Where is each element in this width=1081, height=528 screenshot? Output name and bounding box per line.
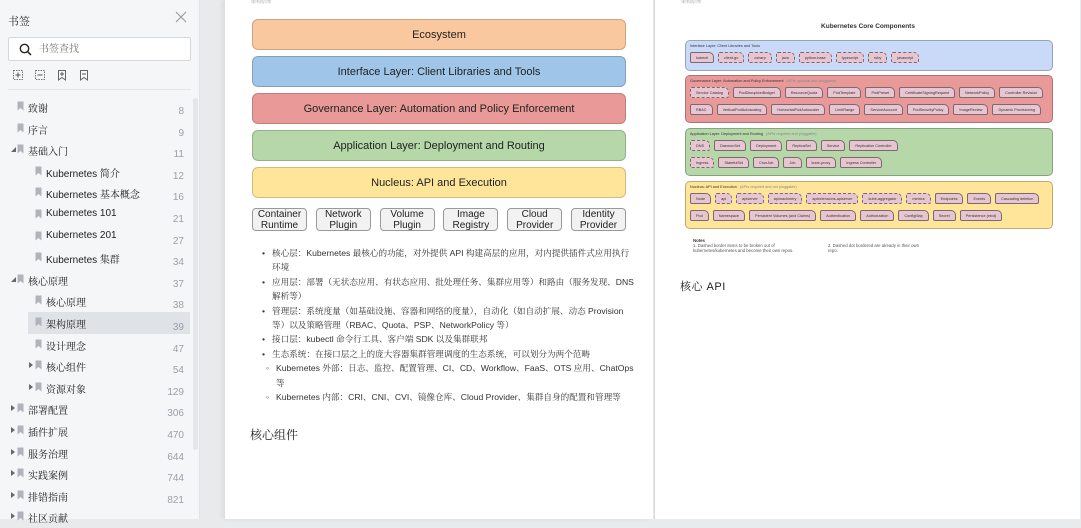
- remove-bookmark-icon[interactable]: [78, 69, 90, 81]
- component-layer-title: [690, 44, 763, 48]
- layer-title-text: Governance Layer: Automation and Policy Enforcement: [690, 79, 784, 83]
- notes-title: Notes: [693, 238, 705, 243]
- bookmark-icon: [35, 295, 42, 305]
- bookmark-tree: [0, 96, 190, 528]
- collapsed-triangle-icon[interactable]: [10, 470, 16, 476]
- bookmark-icon: [17, 468, 24, 478]
- bookmark-label: 排错指南: [28, 492, 68, 504]
- component-chip: ServiceAccount: [864, 104, 902, 115]
- architecture-layer: [252, 56, 626, 87]
- bookmark-label: 资源对象: [46, 384, 86, 396]
- bookmark-icon: [35, 252, 42, 262]
- layer-label: Nucleus: API and Execution: [371, 176, 507, 189]
- component-chip: Job: [783, 157, 801, 168]
- note-2: 2. Dashed dot bordered are already in their own repo.: [828, 243, 920, 253]
- component-chip: DNS: [690, 140, 710, 151]
- bookmark-icon: [35, 360, 42, 370]
- layer-title-text: Interface Layer: Client Libraries and Tools: [690, 44, 760, 48]
- bookmark-label: Kubernetes 201: [46, 229, 117, 241]
- bookmark-label: 服务治理: [28, 449, 68, 461]
- component-chip: ruby: [868, 52, 887, 63]
- plugin-box: [507, 208, 562, 231]
- component-chip: PodPreset: [865, 87, 895, 98]
- expanded-triangle-icon[interactable]: [10, 146, 16, 152]
- bookmark-item[interactable]: [0, 247, 190, 269]
- bookmark-page-number: 8: [178, 106, 184, 117]
- sub-bullet-text: Kubernetes 内部：CRI、CNI、CVI、镜像仓库、Cloud Provider、集群自身的配置和管理等: [276, 392, 621, 403]
- bookmark-page-number: 470: [167, 429, 184, 441]
- section-heading-core-components: 核心组件: [250, 428, 299, 442]
- collapsed-triangle-icon[interactable]: [28, 384, 34, 390]
- component-chip: metrics: [906, 193, 930, 204]
- diagram-notes: [693, 238, 933, 253]
- bookmark-label: 核心原理: [46, 298, 86, 310]
- collapse-all-icon[interactable]: [34, 69, 46, 81]
- bookmark-icon: [17, 274, 24, 284]
- bookmark-item[interactable]: [0, 269, 190, 291]
- plugin-label-line: Cloud: [521, 209, 548, 220]
- plugin-box: [443, 208, 498, 231]
- bullet-text: 应用层：部署（无状态应用、有状态应用、批处理任务、集群应用等）和路由（服务发现、DNS 解析等）: [272, 276, 634, 302]
- bookmarks-sidebar: [0, 0, 200, 526]
- bullet-text: 核心层：Kubernetes 最核心的功能，对外提供 API 构建高层的应用，对内提供插件式应用执行环境: [272, 248, 630, 273]
- plugin-box: [316, 208, 371, 231]
- bullet-item: [262, 347, 634, 361]
- add-bookmark-icon[interactable]: [56, 69, 68, 81]
- plugin-label-line: Provider: [579, 219, 618, 231]
- page-header: 架构原理: [251, 0, 272, 5]
- bookmark-page-number: 9: [178, 127, 184, 139]
- bullet-item: [262, 332, 634, 346]
- bookmark-item[interactable]: [28, 312, 190, 334]
- collapsed-triangle-icon[interactable]: [28, 362, 34, 368]
- bookmark-page-number: 16: [172, 192, 184, 204]
- bookmark-icon: [17, 403, 24, 413]
- bookmark-icon: [35, 187, 42, 197]
- component-layer-title: [690, 79, 836, 83]
- component-chip: CertificateSigningRequest: [899, 87, 955, 98]
- bookmark-label: Kubernetes 基本概念: [46, 190, 140, 202]
- plugin-label-line: Plugin: [393, 219, 421, 231]
- bookmark-item[interactable]: [0, 139, 190, 161]
- bookmark-page-number: 644: [167, 451, 184, 463]
- component-chip: DaemonSet: [714, 140, 746, 151]
- bookmark-page-number: 38: [172, 300, 184, 312]
- sidebar-header: [8, 12, 192, 28]
- note-1: 1. Dashed border items to be broken out of kubernetes/kubernetes and become their own repos.: [693, 243, 794, 253]
- divider: [8, 89, 191, 90]
- expand-all-icon[interactable]: [12, 69, 24, 81]
- component-chip: PodTemplate: [827, 87, 861, 98]
- bookmark-item[interactable]: [0, 377, 190, 399]
- component-chip: NetworkPolicy: [959, 87, 995, 98]
- bookmark-label: Kubernetes 101: [46, 207, 117, 219]
- bookmark-icon: [17, 490, 24, 500]
- plugin-label-line: Volume: [390, 209, 424, 220]
- bookmark-page-number: 744: [167, 473, 184, 485]
- bookmark-label: 架构原理: [46, 319, 86, 331]
- component-chip: Deployment: [750, 140, 782, 151]
- bookmark-page-number: 821: [167, 494, 184, 506]
- collapsed-triangle-icon[interactable]: [10, 427, 16, 433]
- component-chip: api: [715, 193, 732, 204]
- component-chip: apiserver: [736, 193, 764, 204]
- layer-title-text: Nucleus: API and Execution: [690, 185, 737, 189]
- component-chip: javascript: [891, 52, 919, 63]
- component-chip: RBAC: [690, 104, 713, 115]
- bookmark-label: 基础入门: [28, 147, 68, 159]
- layer-label: Interface Layer: Client Libraries and Tools: [337, 65, 541, 78]
- plugin-label-line: Runtime: [260, 219, 299, 231]
- bookmark-page-number: 37: [172, 278, 184, 290]
- component-chip: ImageReview: [953, 104, 988, 115]
- component-chip: csharp: [748, 52, 771, 63]
- bookmark-page-number: 34: [172, 257, 184, 269]
- bullet-text: 管理层：系统度量（如基础设施、容器和网络的度量），自动化（如自动扩展、动态 Provision 等）以及策略管理（RBAC、Quota、PSP、NetworkPolicy 等）: [272, 305, 624, 331]
- bullet-text: 接口层：kubectl 命令行工具、客户端 SDK 以及集群联邦: [272, 334, 488, 345]
- component-chip: Pod: [690, 210, 709, 221]
- component-chip: apimachinery: [768, 193, 803, 204]
- component-chip: Persistent Volumes (and Claims): [749, 210, 816, 221]
- bookmark-label: 核心组件: [46, 363, 86, 375]
- layer-label: Ecosystem: [412, 28, 466, 41]
- page-header: 架构原理: [681, 0, 702, 5]
- plugin-box: [571, 208, 626, 231]
- collapsed-triangle-icon[interactable]: [10, 405, 16, 411]
- plugin-label-line: Identity: [582, 209, 615, 220]
- bookmark-icon: [17, 425, 24, 435]
- sub-bullet-item: [266, 390, 634, 404]
- bookmark-item[interactable]: [0, 334, 190, 356]
- component-chip: Secret: [933, 210, 956, 221]
- sidebar-scrollbar[interactable]: [193, 98, 198, 450]
- bookmark-item[interactable]: [0, 96, 190, 118]
- bookmark-icon: [17, 447, 24, 457]
- bookmark-page-number: 54: [172, 365, 184, 377]
- bookmark-icon: [17, 123, 24, 133]
- bookmark-item[interactable]: [0, 204, 190, 226]
- bookmark-page-number: 47: [172, 343, 184, 355]
- component-chip: Endpoints: [935, 193, 964, 204]
- plugin-label-line: Plugin: [329, 219, 358, 231]
- bookmark-item[interactable]: [0, 290, 190, 312]
- component-chip: Ingress: [690, 157, 714, 168]
- component-chip: LimitRange: [829, 104, 860, 115]
- bookmark-icon: [35, 231, 42, 241]
- component-chip: ReplicaSet: [786, 140, 816, 151]
- layer-description-list: [262, 246, 634, 404]
- component-chip: StatefulSet: [718, 157, 749, 168]
- component-chip: Node: [690, 193, 711, 204]
- sub-bullet-list: [266, 361, 634, 404]
- component-chip: PodDisruptionBudget: [733, 87, 781, 98]
- collapsed-triangle-icon[interactable]: [10, 513, 16, 519]
- bullet-item: [262, 304, 634, 333]
- component-chip: kube-aggregator: [862, 193, 902, 204]
- bookmark-page-number: 306: [167, 408, 184, 420]
- component-row: [690, 140, 898, 151]
- component-chip: ConfigMap: [898, 210, 928, 221]
- component-chip: Service: [821, 140, 846, 151]
- component-chip: HorizontalPodAutoscaler: [771, 104, 825, 115]
- bookmark-search-input[interactable]: [39, 41, 179, 57]
- bookmark-label: 设计理念: [46, 341, 86, 353]
- plugin-row: [252, 208, 626, 231]
- component-chip: kubectl: [690, 52, 714, 63]
- component-chip: Replication Controller: [849, 140, 897, 151]
- layer-note-text: (APIs required and not pluggable): [739, 185, 797, 189]
- architecture-layer: [252, 93, 626, 124]
- bookmark-label: 社区贡献: [28, 514, 68, 526]
- component-chip: Authorization: [860, 210, 894, 221]
- bookmark-icon: [35, 209, 42, 219]
- component-row: [690, 52, 919, 63]
- bookmark-label: 序言: [28, 125, 48, 137]
- close-icon[interactable]: [174, 10, 188, 24]
- layer-label: Application Layer: Deployment and Routing: [333, 139, 545, 152]
- component-chip: python-base: [799, 52, 832, 63]
- plugin-box: [380, 208, 435, 231]
- bullet-item: [262, 275, 634, 304]
- bookmark-label: Kubernetes 集群: [46, 255, 120, 267]
- component-row: [690, 210, 1002, 221]
- bookmark-icon: [17, 511, 24, 521]
- sidebar-title: 书签: [8, 16, 30, 28]
- plugin-label-line: Registry: [452, 219, 490, 231]
- bookmark-item[interactable]: [0, 118, 190, 140]
- bookmark-label: 致谢: [28, 104, 48, 115]
- section-heading-core-api: 核心 API: [680, 281, 726, 293]
- bullet-item: [262, 246, 634, 275]
- component-chip: Events: [967, 193, 991, 204]
- component-chip: Persistence (etcd): [960, 210, 1003, 221]
- bullet-text: 生态系统：在接口层之上的庞大容器集群管理调度的生态系统，可以划分为两个范畴: [272, 348, 590, 359]
- collapsed-triangle-icon[interactable]: [10, 449, 16, 455]
- bookmark-icon: [35, 317, 42, 327]
- component-row: [690, 104, 1041, 115]
- pdf-page-left: [225, 0, 653, 519]
- bookmark-icon: [35, 166, 42, 176]
- bookmark-page-number: 27: [172, 235, 184, 247]
- component-chip: kube-proxy: [806, 157, 837, 168]
- bookmark-item[interactable]: [0, 420, 190, 442]
- bookmark-item[interactable]: [0, 355, 190, 377]
- component-layer: [685, 128, 1053, 176]
- pdf-page-right: [654, 0, 1080, 519]
- expanded-triangle-icon[interactable]: [10, 276, 16, 282]
- component-row: [690, 193, 1039, 204]
- component-layer-title: [690, 132, 816, 136]
- bookmark-item[interactable]: [0, 398, 190, 420]
- diagram-title: Kubernetes Core Components: [821, 23, 915, 30]
- plugin-label-line: Provider: [516, 219, 554, 231]
- bookmark-page-number: 39: [172, 321, 184, 333]
- sub-bullet-item: [266, 361, 634, 390]
- sub-bullet-text: Kubernetes 外部：日志、监控、配置管理、CI、CD、Workflow、FaaS、OTS 应用、ChatOps 等: [276, 363, 634, 388]
- plugin-label-line: Image: [456, 209, 485, 220]
- layer-note-text: (APIs required and pluggable): [766, 132, 817, 136]
- bookmark-item[interactable]: [0, 463, 190, 485]
- architecture-layer: [252, 19, 626, 50]
- component-layer-title: [690, 185, 797, 189]
- bookmark-icon: [17, 144, 24, 154]
- component-chip: PodSecurityPolicy: [907, 104, 950, 115]
- architecture-layer: [252, 167, 626, 198]
- bookmark-label: 核心原理: [28, 276, 68, 288]
- bookmark-label: 插件扩展: [28, 427, 68, 439]
- bookmark-label: Kubernetes 简介: [46, 168, 120, 180]
- component-chip: ResourceQuota: [785, 87, 824, 98]
- component-chip: VerticalPodAutoscaling: [717, 104, 768, 115]
- component-chip: Authentication: [820, 210, 856, 221]
- architecture-layer: [252, 130, 626, 161]
- component-chip: Service Catalog: [690, 87, 729, 98]
- bookmark-search-box: [8, 37, 191, 61]
- plugin-label-line: Container: [257, 209, 302, 220]
- search-icon: [19, 43, 32, 56]
- bookmark-item[interactable]: [0, 182, 190, 204]
- component-chip: client-go: [718, 52, 744, 63]
- bookmark-page-number: 12: [172, 170, 184, 182]
- bookmark-toolbar: [12, 69, 90, 85]
- component-layer: [685, 40, 1053, 71]
- component-layer: [685, 75, 1053, 123]
- bookmark-item[interactable]: [0, 485, 190, 507]
- component-chip: apiextensions-apiserver: [806, 193, 858, 204]
- component-chip: CronJob: [753, 157, 779, 168]
- component-row: [690, 87, 1043, 98]
- component-chip: Dynamic Provisioning: [992, 104, 1041, 115]
- component-chip: java: [776, 52, 795, 63]
- bookmark-page-number: 129: [167, 386, 184, 398]
- component-chip: Controller Revision: [999, 87, 1043, 98]
- bookmark-item[interactable]: [0, 226, 190, 248]
- bookmark-icon: [17, 101, 24, 111]
- component-chip: Namespace: [713, 210, 745, 221]
- bookmark-item[interactable]: [0, 161, 190, 183]
- component-chip: typescript: [836, 52, 864, 63]
- bookmark-item[interactable]: [0, 442, 190, 464]
- plugin-label-line: Network: [324, 209, 362, 220]
- component-chip: Ingress Controller: [840, 157, 882, 168]
- component-layer: [685, 181, 1053, 229]
- layer-note-text: (APIs optional and pluggable): [786, 79, 837, 83]
- bookmark-page-number: 21: [172, 213, 184, 225]
- bookmark-page-number: 11: [173, 149, 184, 161]
- plugin-box: [252, 208, 307, 231]
- layer-label: Governance Layer: Automation and Policy Enforcement: [303, 102, 575, 115]
- bookmark-item[interactable]: [0, 506, 190, 528]
- bookmark-label: 部署配置: [28, 406, 68, 418]
- collapsed-triangle-icon[interactable]: [10, 492, 16, 498]
- component-chip: Cascading deletion: [995, 193, 1039, 204]
- bookmark-label: 实践案例: [28, 471, 68, 483]
- bookmark-icon: [35, 339, 42, 349]
- layer-title-text: Application Layer: Deployment and Routing: [690, 132, 764, 136]
- component-row: [690, 157, 882, 168]
- bookmark-icon: [35, 382, 42, 392]
